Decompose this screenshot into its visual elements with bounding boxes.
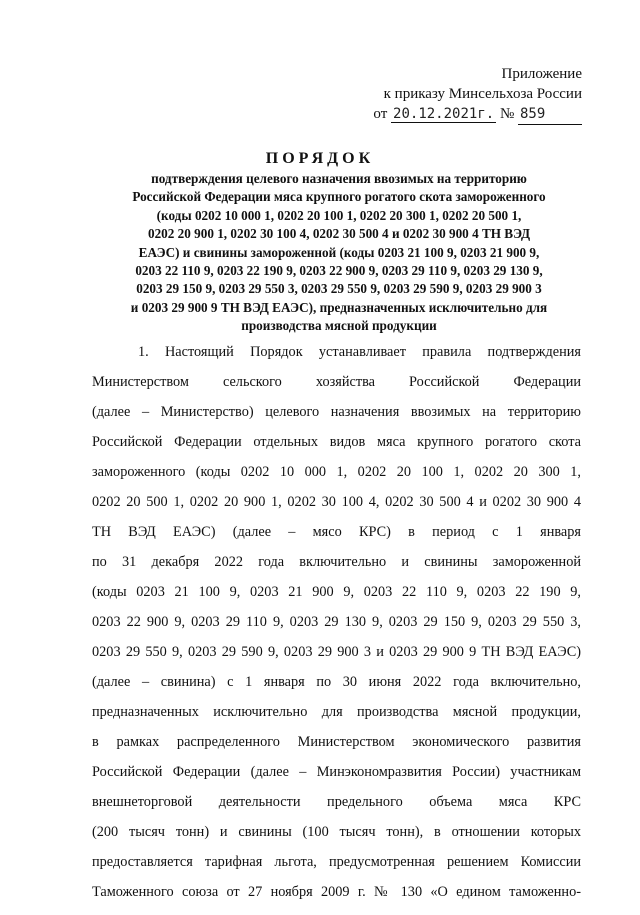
body-line: (200 тысяч тонн) и свинины (100 тысяч тонн), в отношении которых xyxy=(92,824,581,840)
appendix-title: Приложение xyxy=(501,66,582,82)
body-line: предоставляется тарифная льгота, предусмотренная решением Комиссии xyxy=(92,854,581,870)
subtitle-line: ЕАЭС) и свинины замороженной (коды 0203 21 100 9, 0203 21 900 9, xyxy=(138,244,540,260)
appendix-order-ref: к приказу Минсельхоза России xyxy=(383,86,582,102)
body-line: замороженного (коды 0202 10 000 1, 0202 20 100 1, 0202 20 300 1, xyxy=(92,464,581,480)
appendix-block xyxy=(373,64,582,125)
body-line: Российской Федерации отдельных видов мяса крупного рогатого скота xyxy=(92,434,581,450)
body-line: 0203 22 900 9, 0203 29 110 9, 0203 29 130 9, 0203 29 150 9, 0203 29 550 3, xyxy=(92,614,581,630)
subtitle-line: 0203 22 110 9, 0203 22 190 9, 0203 22 900 9, 0203 29 110 9, 0203 29 130 9, xyxy=(135,263,543,279)
subtitle-line: производства мясной продукции xyxy=(241,318,437,334)
subtitle-line: (коды 0202 10 000 1, 0202 20 100 1, 0202 20 300 1, 0202 20 500 1, xyxy=(156,207,522,223)
order-date-number xyxy=(373,104,582,125)
body-line: по 31 декабря 2022 года включительно и свинины замороженной xyxy=(92,554,581,570)
document-title: ПОРЯДОК xyxy=(265,150,375,167)
subtitle-line: Российской Федерации мяса крупного рогатого скота замороженного xyxy=(132,189,546,205)
subtitle-line: подтверждения целевого назначения ввозимых на территорию xyxy=(151,171,527,186)
body-line: Таможенного союза от 27 ноября 2009 г. № 130 «О едином таможенно- xyxy=(92,884,581,900)
body-line: внешнеторговой деятельности предельного объема мяса КРС xyxy=(92,794,581,810)
body-line: в рамках распределенного Министерством экономического развития xyxy=(92,734,581,750)
order-number: 859 xyxy=(518,104,582,125)
body-line: 1. Настоящий Порядок устанавливает правила подтверждения xyxy=(138,344,581,360)
number-label: № xyxy=(499,106,515,122)
from-label: от xyxy=(373,106,388,122)
order-date: 20.12.2021г. xyxy=(393,106,495,122)
body-line: 0202 20 500 1, 0202 20 900 1, 0202 30 100 4, 0202 30 500 4 и 0202 30 900 4 xyxy=(92,494,581,510)
body-line: 0203 29 550 9, 0203 29 590 9, 0203 29 900 3 и 0203 29 900 9 ТН ВЭД ЕАЭС) xyxy=(92,644,581,660)
document-subtitle xyxy=(98,170,580,336)
document-body xyxy=(92,345,581,915)
body-line: предназначенных исключительно для производства мясной продукции, xyxy=(92,704,581,720)
body-line: ТН ВЭД ЕАЭС) (далее – мясо КРС) в период с 1 января xyxy=(92,524,581,540)
body-line: Министерством сельского хозяйства Российской Федерации xyxy=(92,374,581,390)
body-line: (далее – свинина) с 1 января по 30 июня 2022 года включительно, xyxy=(92,674,581,690)
subtitle-line: 0203 29 150 9, 0203 29 550 3, 0203 29 550 9, 0203 29 590 9, 0203 29 900 3 xyxy=(136,281,542,297)
subtitle-line: 0202 20 900 1, 0202 30 100 4, 0202 30 500 4 и 0202 30 900 4 ТН ВЭД xyxy=(147,226,531,242)
body-line: (коды 0203 21 100 9, 0203 21 900 9, 0203 22 110 9, 0203 22 190 9, xyxy=(92,584,581,600)
subtitle-line: и 0203 29 900 9 ТН ВЭД ЕАЭС), предназначенных исключительно для xyxy=(130,299,548,315)
body-line: Российской Федерации (далее – Минэкономразвития России) участникам xyxy=(92,764,581,780)
body-line: (далее – Министерство) целевого назначения ввозимых на территорию xyxy=(92,404,581,420)
